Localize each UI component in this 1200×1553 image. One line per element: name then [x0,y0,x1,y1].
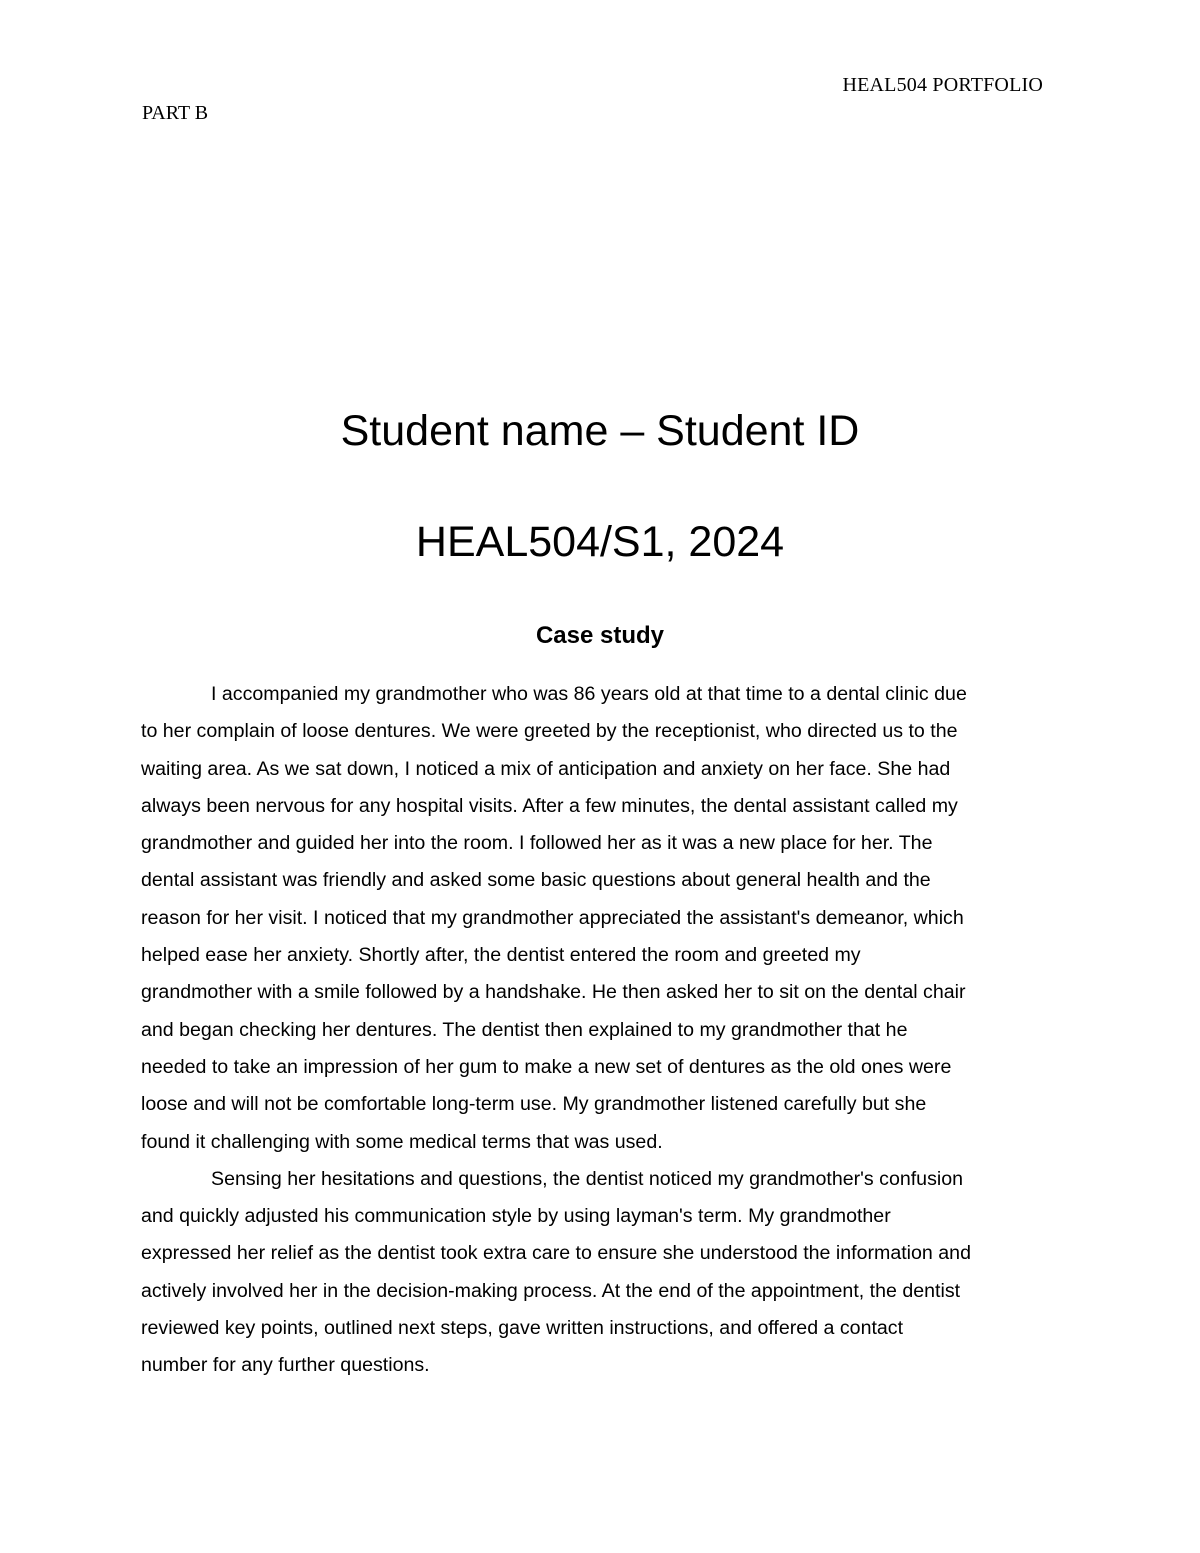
paragraph-line: found it challenging with some medical terms that was used. [141,1130,663,1153]
paragraph-line: reviewed key points, outlined next steps, gave written instructions, and offered a contact [141,1317,904,1340]
running-head: HEAL504 PORTFOLIO [842,74,1043,96]
paragraph-line: always been nervous for any hospital visits. After a few minutes, the dental assistant called my [141,794,958,817]
paragraph-line: I accompanied my grandmother who was 86 years old at that time to a dental clinic due [211,683,967,705]
paragraph-line: actively involved her in the decision-making process. At the end of the appointment, the dentist [141,1279,961,1302]
case-study-body [141,676,1061,1385]
paragraph-line: waiting area. As we sat down, I noticed a mix of anticipation and anxiety on her face. She had [141,757,951,780]
paragraph-line: and began checking her dentures. The dentist then explained to my grandmother that he [141,1018,908,1041]
paragraph-line: helped ease her anxiety. Shortly after, the dentist entered the room and greeted my [141,944,861,967]
paragraph-line: loose and will not be comfortable long-term use. My grandmother listened carefully but she [141,1093,927,1116]
paragraph-line: Sensing her hesitations and questions, the dentist noticed my grandmother's confusion [211,1167,964,1190]
paragraph-line: to her complain of loose dentures. We were greeted by the receptionist, who directed us to the [141,720,958,743]
paragraph-line: grandmother and guided her into the room. I followed her as it was a new place for her. The [141,832,933,855]
paragraph-line: dental assistant was friendly and asked some basic questions about general health and the [141,869,931,892]
section-heading: Case study [535,622,665,649]
paragraph-line: and quickly adjusted his communication style by using layman's term. My grandmother [141,1205,891,1228]
paragraph-line: needed to take an impression of her gum to make a new set of dentures as the old ones were [141,1055,952,1078]
paragraph-line: reason for her visit. I noticed that my grandmother appreciated the assistant's demeanor, which [141,906,964,929]
course-term-title: HEAL504/S1, 2024 [415,518,785,566]
part-label: PART B [142,102,209,124]
student-name-id-title: Student name – Student ID [340,407,860,455]
paragraph-line: number for any further questions. [141,1354,430,1377]
paragraph-line: expressed her relief as the dentist took extra care to ensure she understood the information and [141,1242,971,1265]
paragraph-line: grandmother with a smile followed by a handshake. He then asked her to sit on the dental chair [141,981,966,1004]
